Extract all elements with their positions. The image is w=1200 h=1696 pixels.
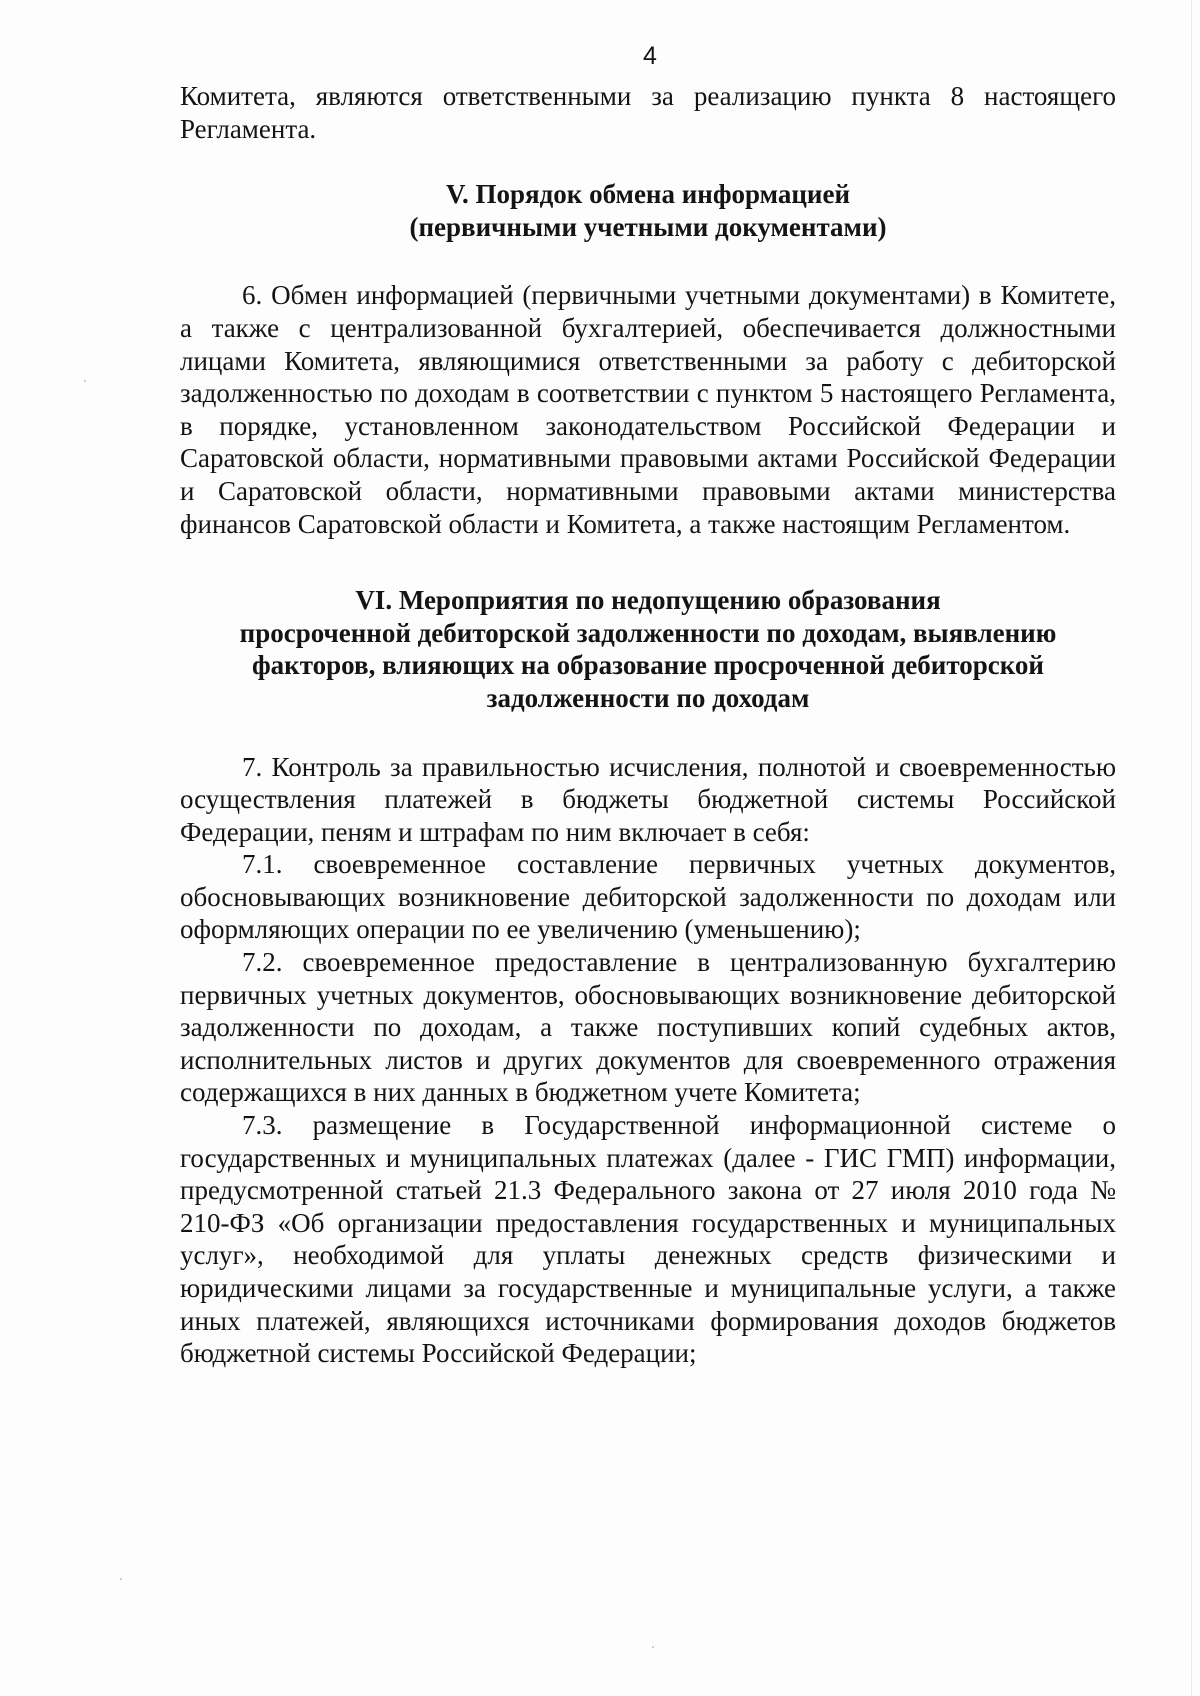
page-number: 4 <box>643 42 657 70</box>
paragraph-6: 6. Обмен информацией (первичными учетными документами) в Комитете, а также с централизованной бухгалтерией, обеспечивается должностными лицами Комитета, являющимися ответственными за работу с дебиторской задолженностью по доходам в соответствии с пунктом 5 настоящего Регламента, в порядке, установленном законодательством Российской Федерации и Саратовской области, нормативными правовыми актами Российской Федерации и Саратовской области, нормативными правовыми актами министерства финансов Саратовской области и Комитета, а также настоящим Регламентом. <box>180 280 1116 539</box>
section-heading-vi <box>180 584 1116 714</box>
spacer <box>180 243 1116 279</box>
paragraph-7-2: 7.2. своевременное предоставление в централизованную бухгалтерию первичных учетных документов, обосновывающих возникновение дебиторской задолженности по доходам, а также поступивших копий судебных актов, исполнительных листов и других документов для своевременного отражения содержащихся в них данных в бюджетном учете Комитета; <box>180 947 1116 1108</box>
document-body <box>180 80 1116 1370</box>
section-heading-line: просроченной дебиторской задолженности по доходам, выявлению <box>239 617 1057 648</box>
continuation-paragraph: Комитета, являются ответственными за реализацию пункта 8 настоящего Регламента. <box>180 81 1116 144</box>
spacer <box>180 145 1116 178</box>
spacer <box>180 540 1116 584</box>
section-heading-line: V. Порядок обмена информацией <box>445 179 850 210</box>
section-heading-line: (первичными учетными документами) <box>409 211 887 242</box>
section-heading-line: VI. Мероприятия по недопущению образования <box>355 585 941 616</box>
scan-speck <box>84 380 86 382</box>
spacer <box>180 715 1116 751</box>
page-edge-line <box>1191 0 1192 1696</box>
paragraph-7-1: 7.1. своевременное составление первичных учетных документов, обосновывающих возникновение дебиторской задолженности по доходам или оформляющих операции по ее увеличению (уменьшению); <box>180 849 1116 945</box>
paragraph-7: 7. Контроль за правильностью исчисления, полнотой и своевременностью осуществления платежей в бюджеты бюджетной системы Российской Федерации, пеням и штрафам по ним включает в себя: <box>180 751 1116 847</box>
paragraph-7-3: 7.3. размещение в Государственной информационной системе о государственных и муниципальных платежах (далее - ГИС ГМП) информации, предусмотренной статьей 21.3 Федерального закона от 27 июля 2010 года № 210-ФЗ «Об организации предоставления государственных и муниципальных услуг», необходимой для уплаты денежных средств физическими и юридическими лицами за государственные и муниципальные услуги, а также иных платежей, являющихся источниками формирования доходов бюджетов бюджетной системы Российской Федерации; <box>180 1110 1116 1369</box>
section-heading-v <box>180 178 1116 243</box>
section-heading-line: факторов, влияющих на образование просроченной дебиторской <box>252 650 1044 681</box>
scan-speck <box>120 1578 122 1580</box>
section-heading-line: задолженности по доходам <box>486 682 810 713</box>
scan-speck <box>652 1646 654 1648</box>
